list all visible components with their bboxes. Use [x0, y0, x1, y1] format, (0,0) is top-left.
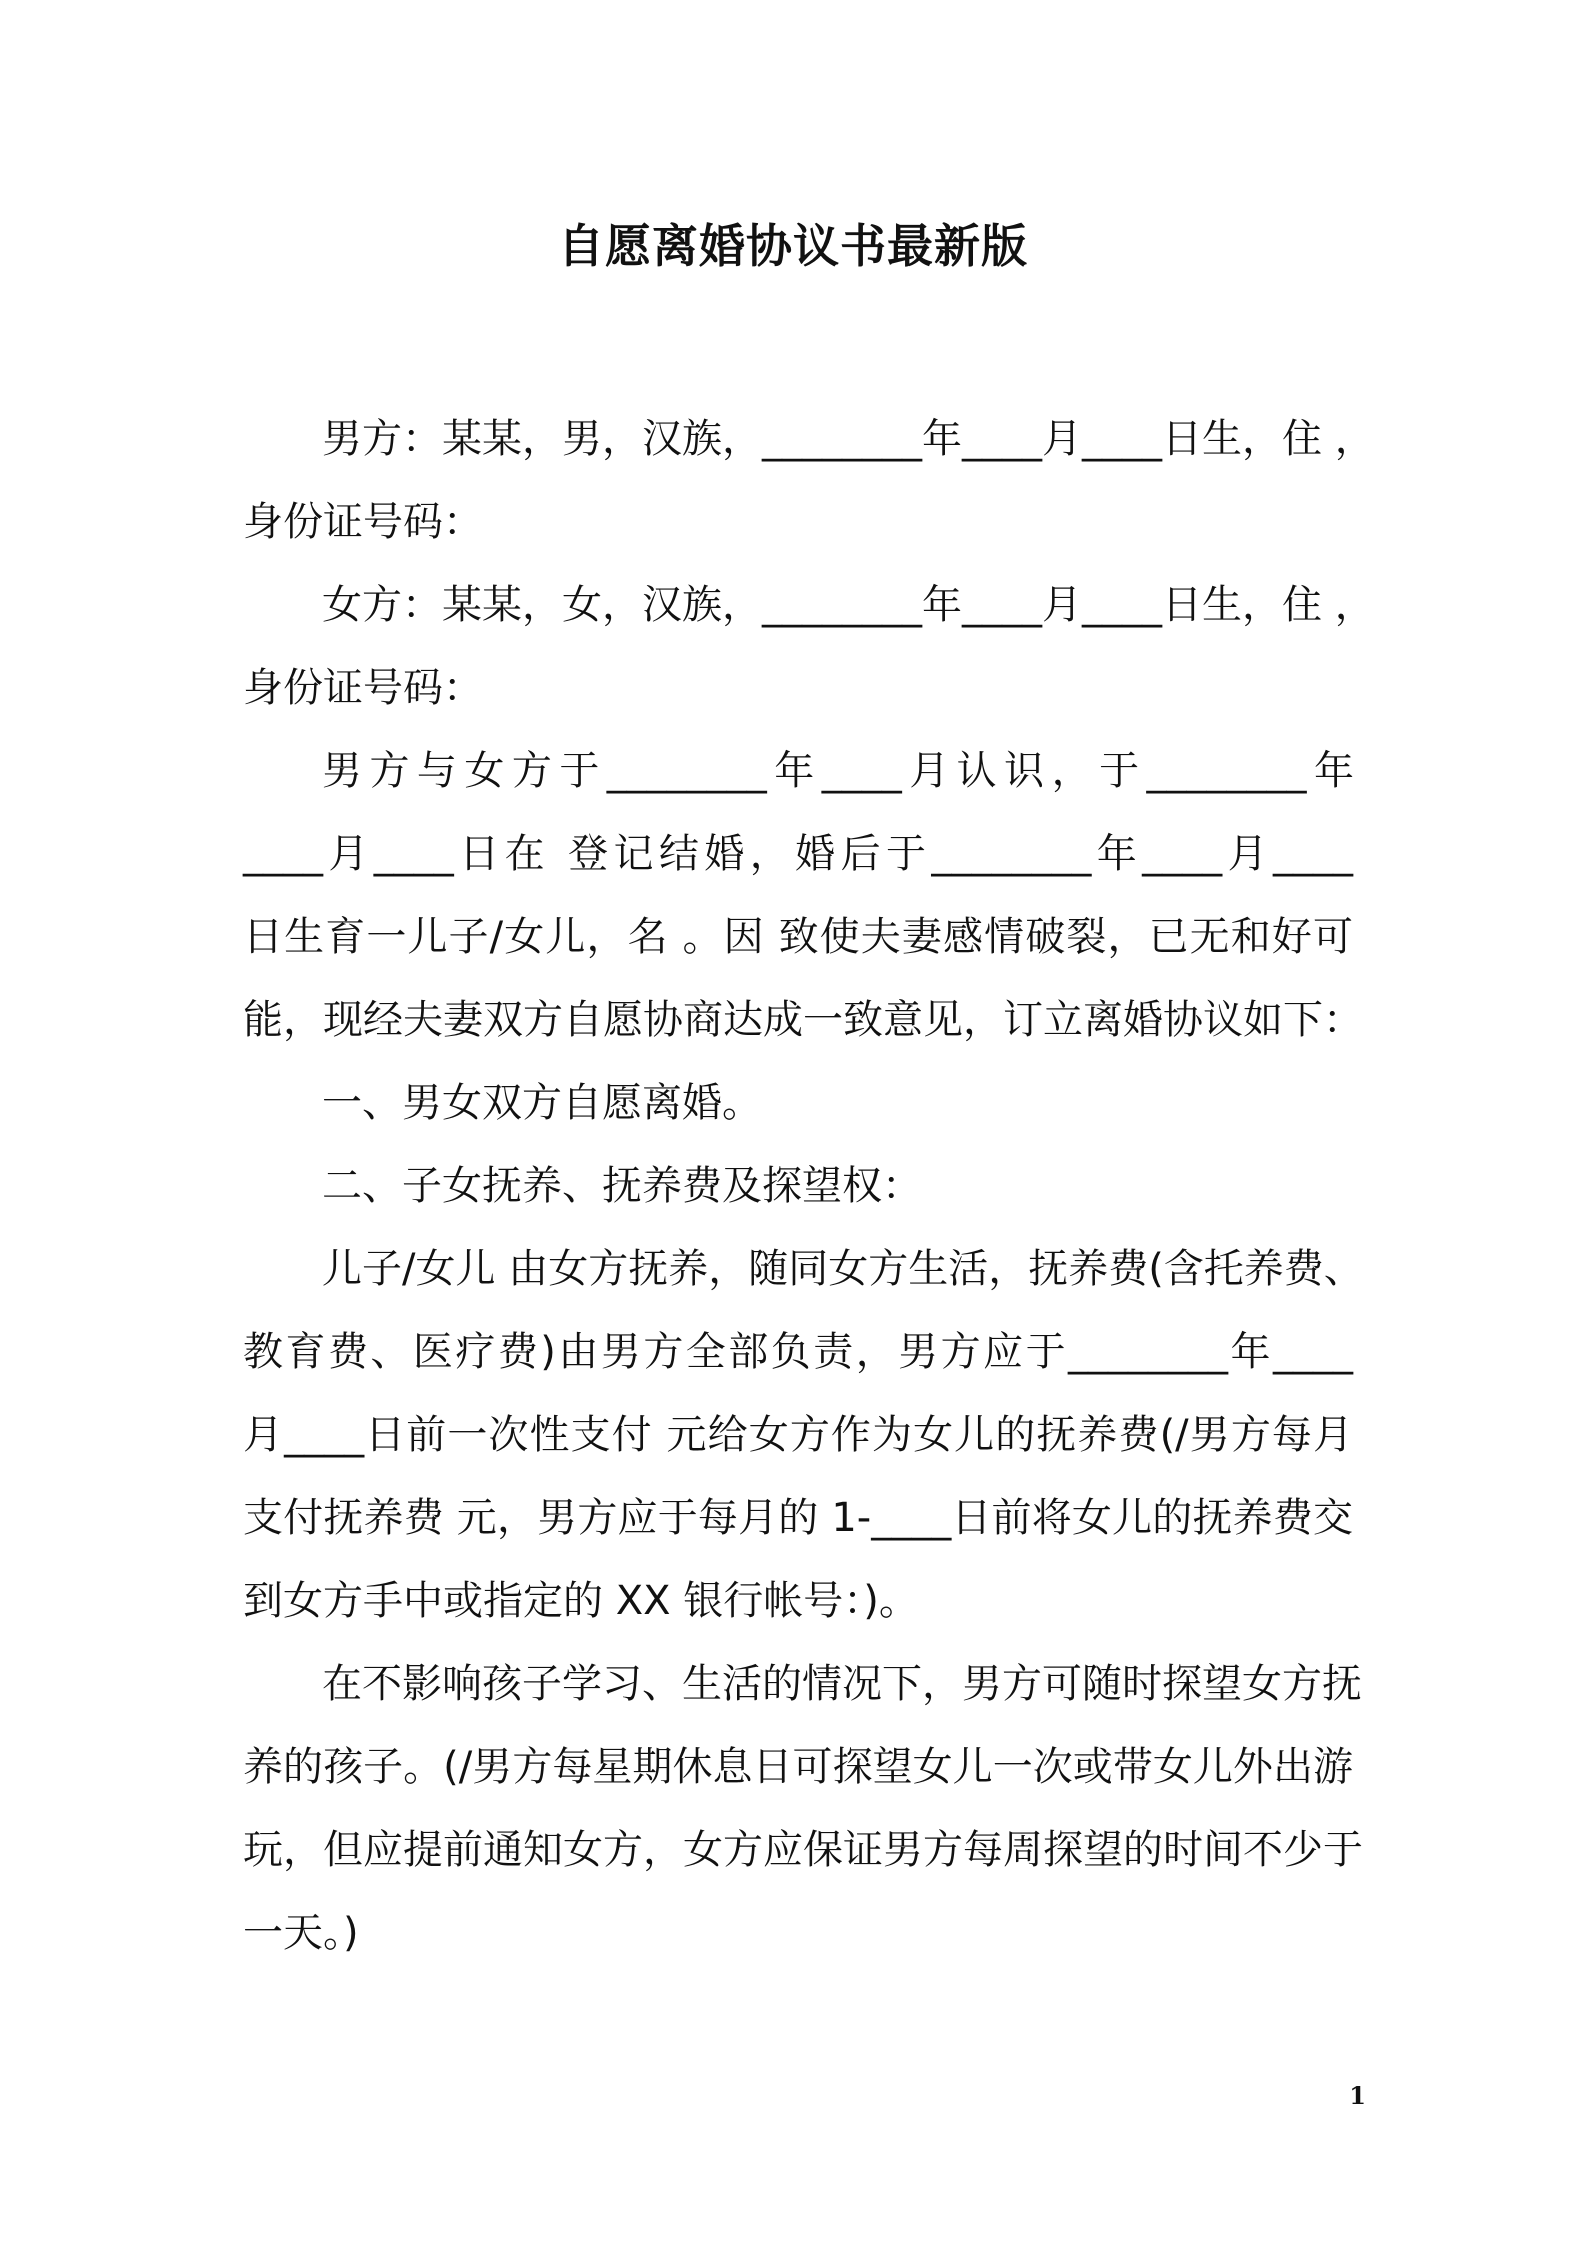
marriage-paragraph-line-2: ____月____日在 登记结婚，婚后于________年____月____	[243, 831, 1353, 877]
marriage-paragraph-line-4: 能，现经夫妻双方自愿协商达成一致意见，订立离婚协议如下：	[243, 997, 1363, 1043]
marriage-paragraph-line-1: 男方与女方于________年____月认识，于________年	[322, 748, 1354, 794]
visitation-paragraph-line-3: 玩，但应提前通知女方，女方应保证男方每周探望的时间不少于	[243, 1827, 1363, 1873]
visitation-paragraph-line-2: 养的孩子。(/男方每星期休息日可探望女儿一次或带女儿外出游	[243, 1744, 1353, 1790]
custody-paragraph-line-5: 到女方手中或指定的 XX 银行帐号：)。	[243, 1578, 919, 1624]
husband-info-line: 男方：某某，男，汉族，________年____月____日生，住 ，	[322, 416, 1375, 462]
visitation-paragraph-line-1: 在不影响孩子学习、生活的情况下，男方可随时探望女方抚	[322, 1661, 1362, 1707]
clause-two-heading: 二、子女抚养、抚养费及探望权：	[322, 1163, 922, 1209]
clause-one: 一、男女双方自愿离婚。	[322, 1080, 762, 1126]
custody-paragraph-line-4: 支付抚养费 元，男方应于每月的 1-____日前将女儿的抚养费交	[243, 1495, 1353, 1541]
custody-paragraph-line-2: 教育费、医疗费)由男方全部负责，男方应于________年____	[243, 1329, 1353, 1375]
marriage-paragraph-line-3: 日生育一儿子/女儿，名 。因 致使夫妻感情破裂，已无和好可	[243, 914, 1353, 960]
custody-paragraph-line-3: 月____日前一次性支付 元给女方作为女儿的抚养费(/男方每月	[243, 1412, 1353, 1458]
visitation-paragraph-line-4: 一天。)	[243, 1910, 359, 1956]
custody-paragraph-line-1: 儿子/女儿 由女方抚养，随同女方生活，抚养费(含托养费、	[322, 1246, 1364, 1292]
wife-info-line: 女方：某某，女，汉族，________年____月____日生，住 ，	[322, 582, 1375, 628]
document-title: 自愿离婚协议书最新版	[558, 219, 1028, 273]
wife-id-line: 身份证号码：	[243, 665, 483, 711]
page-number: 1	[1349, 2081, 1366, 2110]
husband-id-line: 身份证号码：	[243, 499, 483, 545]
